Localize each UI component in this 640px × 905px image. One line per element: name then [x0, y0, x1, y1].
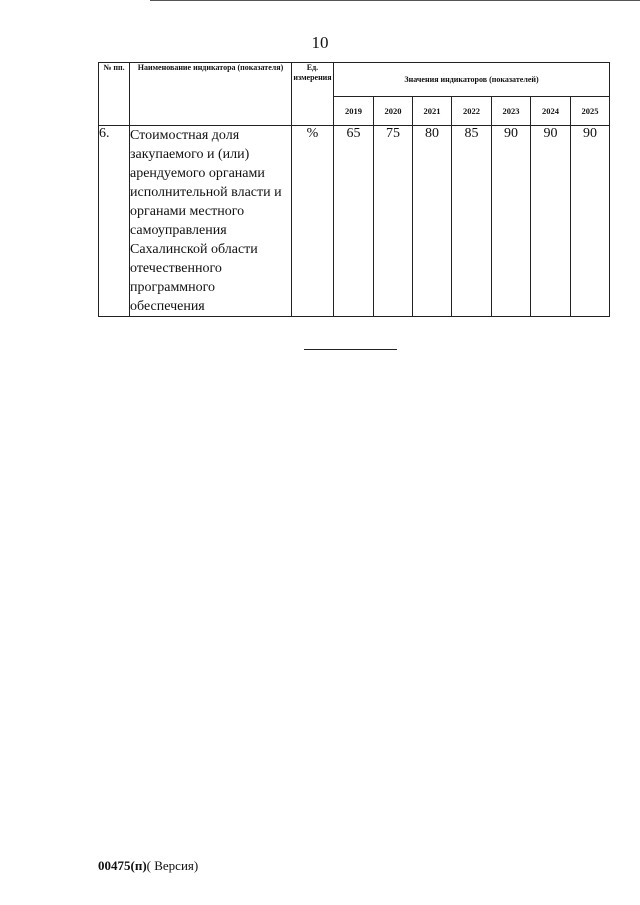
indicators-table: [98, 62, 610, 317]
end-of-document-line: [304, 349, 397, 350]
value-2021: 80: [413, 126, 452, 317]
header-year-2023: 2023: [492, 97, 531, 126]
document-code: [98, 858, 198, 874]
header-num: № пп.: [99, 63, 130, 126]
page-number: 10: [311, 33, 329, 52]
indicator-name: Стоимостная доля закупаемого и (или) арендуемого органами исполнительной власти и органами местного самоуправления Сахалинской области отечественного программного обеспечения: [130, 126, 292, 317]
value-2020: 75: [374, 126, 413, 317]
top-border-line: [150, 0, 640, 1]
document-code-number: 00475(п): [98, 858, 147, 873]
header-year-2024: 2024: [531, 97, 571, 126]
header-year-2019: 2019: [334, 97, 374, 126]
header-values-group: Значения индикаторов (показателей): [334, 63, 610, 97]
document-code-suffix: ( Версия): [146, 858, 199, 873]
row-number: 6.: [99, 126, 130, 317]
value-2025: 90: [571, 126, 610, 317]
value-2019: 65: [334, 126, 374, 317]
header-year-2021: 2021: [413, 97, 452, 126]
value-2023: 90: [492, 126, 531, 317]
table-row: [99, 126, 610, 317]
indicator-unit: %: [292, 126, 334, 317]
header-year-2025: 2025: [571, 97, 610, 126]
header-indicator-name: Наименование индикатора (показателя): [130, 63, 292, 126]
header-year-2022: 2022: [452, 97, 492, 126]
value-2024: 90: [531, 126, 571, 317]
value-2022: 85: [452, 126, 492, 317]
header-unit: Ед. измерения: [292, 63, 334, 126]
header-row: [99, 63, 610, 97]
header-year-2020: 2020: [374, 97, 413, 126]
